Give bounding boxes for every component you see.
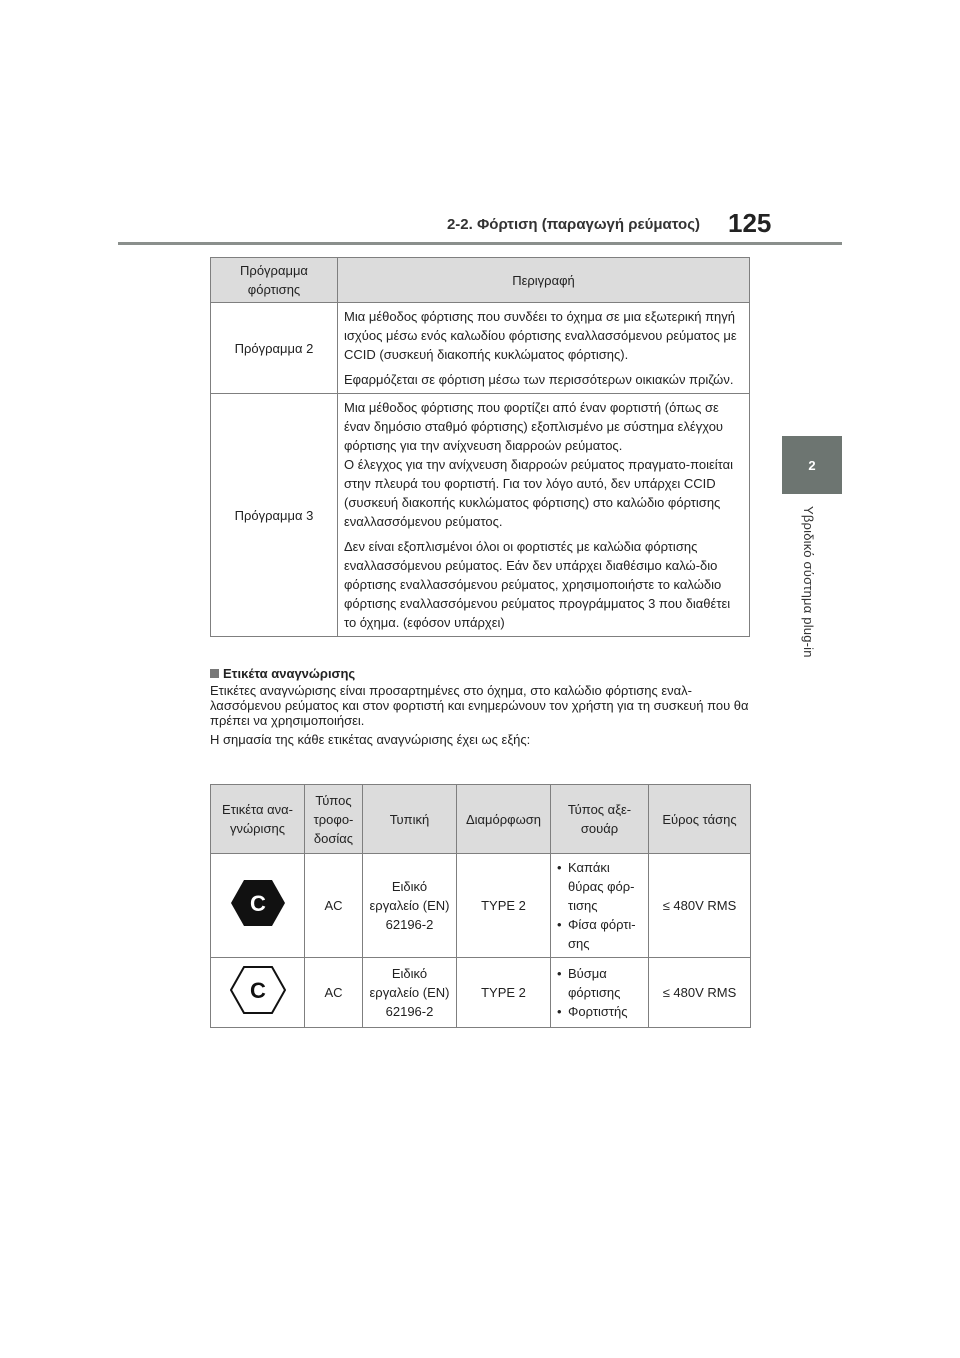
table-row: [211, 303, 750, 394]
table-header-row: [211, 258, 750, 303]
standard-cell: Ειδικό εργαλείο (EN) 62196-2: [363, 958, 457, 1028]
accessories-cell: [551, 958, 649, 1028]
section-heading: [210, 666, 755, 681]
program-name: Πρόγραμμα 2: [211, 303, 338, 394]
voltage-cell: ≤ 480V RMS: [649, 958, 751, 1028]
program-description: [338, 303, 750, 394]
voltage-cell: ≤ 480V RMS: [649, 854, 751, 958]
list-item: • Βύσμα φόρτισης: [568, 964, 645, 1002]
column-header-standard: Τυπική: [363, 785, 457, 854]
label-letter: C: [249, 891, 266, 916]
identification-label-table: [210, 784, 751, 1028]
description-paragraph: Μια μέθοδος φόρτισης που φορτίζει από έναν φορτιστή (όπως σε έναν δημόσιο σταθμό φόρτισης) εξοπλισμένο με σύστημα ελέγχου φόρτισης για την ανίχνευση διαρροών ρεύματος. Ο έλεγχος για την ανίχνευση διαρροών ρεύματος πραγματο-ποιείται στην πλευρά του φορτιστή. Για τον λόγο αυτό, δεν υπάρχει CCID (συσκευή διακοπής κυκλώματος φόρτισης) στο καλώδιο φόρτισης εναλλασσόμενου ρεύματος.: [344, 400, 734, 529]
program-name: Πρόγραμμα 3: [211, 394, 338, 637]
label-letter: C: [249, 978, 266, 1003]
table-row: [211, 394, 750, 637]
charging-program-table: [210, 257, 750, 637]
identification-label-section: [210, 666, 755, 749]
table-row: [211, 958, 751, 1028]
supply-cell: AC: [305, 854, 363, 958]
section-header-title: 2-2. Φόρτιση (παραγωγή ρεύματος): [446, 216, 700, 233]
chapter-label: Υβριδικό σύστημα plug-in: [801, 506, 816, 658]
accessories-cell: [551, 854, 649, 958]
column-header-configuration: Διαμόρφωση: [457, 785, 551, 854]
supply-cell: AC: [305, 958, 363, 1028]
section-paragraph: Η σημασία της κάθε ετικέτας αναγνώρισης έχει ως εξής:: [210, 732, 531, 747]
description-paragraph: Μια μέθοδος φόρτισης που συνδέει το όχημα σε μια εξωτερική πηγή ισχύος μέσω ενός καλωδίου φόρτισης εναλλασσόμενου ρεύματος με CCID (συσκευή διακοπής κυκλώματος φόρτισης).: [344, 309, 737, 362]
list-item: • Φορτιστής: [568, 1002, 645, 1021]
program-description: [338, 394, 750, 637]
page-number: 125: [728, 208, 772, 238]
description-paragraph: Εφαρμόζεται σε φόρτιση μέσω των περισσότερων οικιακών πριζών.: [344, 372, 734, 387]
hexagon-c-outline-icon: [230, 965, 286, 1015]
table-row: [211, 854, 751, 958]
list-item: • Φίσα φόρτι-σης: [568, 915, 645, 953]
table-header-row: [211, 785, 751, 854]
column-header-supply: Τύπος τροφο-δοσίας: [305, 785, 363, 854]
column-header-program: Πρόγραμμα φόρτισης: [211, 258, 338, 303]
column-header-voltage: Εύρος τάσης: [649, 785, 751, 854]
column-header-accessories: Τύπος αξε-σουάρ: [551, 785, 649, 854]
square-bullet-icon: [210, 669, 219, 678]
header-rule: [118, 242, 842, 245]
list-item: • Καπάκι θύρας φόρ-τισης: [568, 858, 645, 915]
configuration-cell: TYPE 2: [457, 958, 551, 1028]
chapter-tab[interactable]: 2: [782, 436, 842, 494]
standard-cell: Ειδικό εργαλείο (EN) 62196-2: [363, 854, 457, 958]
configuration-cell: TYPE 2: [457, 854, 551, 958]
hexagon-c-filled-icon: [230, 878, 286, 928]
column-header-description: Περιγραφή: [338, 258, 750, 303]
section-heading-text: Ετικέτα αναγνώρισης: [223, 666, 356, 681]
description-paragraph: Δεν είναι εξοπλισμένοι όλοι οι φορτιστές με καλώδια φόρτισης εναλλασσόμενου ρεύματος. Εάν δεν υπάρχει διαθέσιμο καλώ-διο φόρτισης εναλλασσόμενου ρεύματος, χρησιμοποιήστε το καλώδιο φόρτισης εναλλασσόμενου ρεύματος προγράμματος 3 που διαθέτει το όχημα. (εφόσον υπάρχει): [344, 539, 731, 630]
column-header-label: Ετικέτα ανα-γνώρισης: [211, 785, 305, 854]
label-cell: [211, 958, 305, 1028]
section-paragraph: Ετικέτες αναγνώρισης είναι προσαρτημένες στο όχημα, στο καλώδιο φόρτισης εναλ-λασσόμενου ρεύματος και στον φορτιστή και ενημερώνουν τον χρήστη για τη συσκευή που θα πρέπει να χρησιμοποιήσει.: [210, 683, 749, 728]
label-cell: [211, 854, 305, 958]
